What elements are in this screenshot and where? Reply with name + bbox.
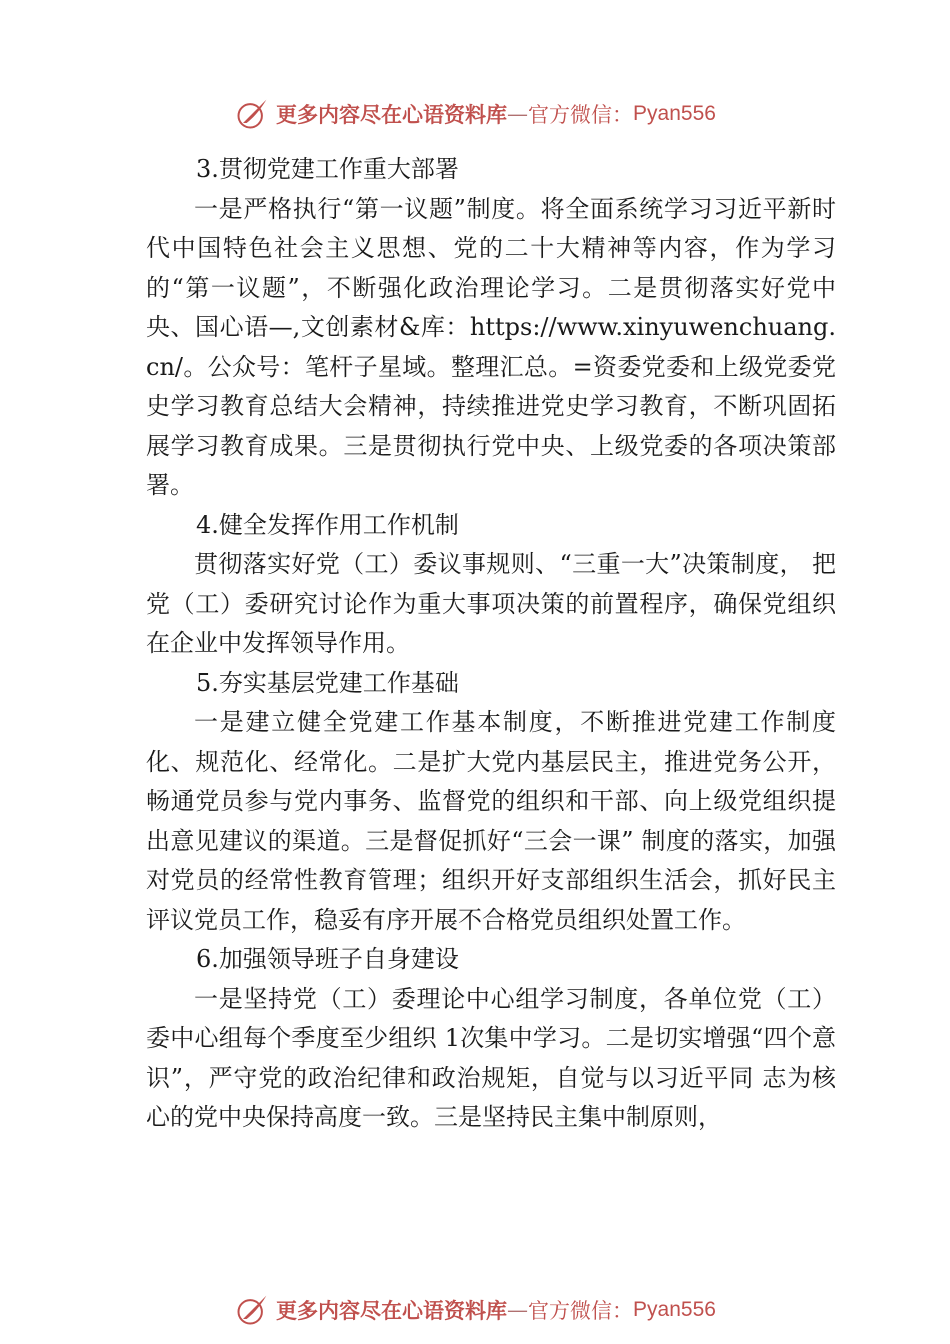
banner-wechat-label: 官方微信： (528, 103, 634, 127)
document-body (146, 150, 836, 1138)
section-paragraph: 贯彻落实好党（工）委议事规则、“三重一大”决策制度， 把党（工）委研究讨论作为重大事项决策的前置程序，确保党组织在企业中发挥领导作用。 (146, 550, 836, 657)
section-paragraph: 一是坚持党（工）委理论中心组学习制度，各单位党（工）委中心组每个季度至少组织 1次集中学习。二是切实增强“四个意识”，严守党的政治纪律和政治规矩，自觉与以习近平同 志为核心的党中央保持高度一致。三是坚持民主集中制原则， (146, 984, 836, 1131)
banner-separator: — (507, 102, 529, 126)
header-banner (0, 94, 950, 134)
banner-text: 更多内容尽在心语资料库 (276, 102, 508, 127)
banner-text: 更多内容尽在心语资料库 (276, 1298, 508, 1323)
section-heading: 3.贯彻党建工作重大部署 (196, 155, 459, 183)
section-heading: 5.夯实基层党建工作基础 (196, 668, 459, 697)
banner-wechat-id: Pyan556 (633, 1298, 716, 1321)
footer-banner (0, 1290, 950, 1330)
quill-logo-icon (234, 1292, 270, 1328)
section-heading: 6.加强领导班子自身建设 (196, 945, 459, 973)
banner-separator: — (507, 1298, 529, 1322)
quill-logo-icon (234, 96, 270, 132)
section-heading: 4.健全发挥作用工作机制 (196, 510, 459, 539)
banner-wechat-label: 官方微信： (528, 1299, 634, 1323)
banner-wechat-id: Pyan556 (633, 102, 716, 125)
section-paragraph: 一是建立健全党建工作基本制度，不断推进党建工作制度化、规范化、经常化。二是扩大党内基层民主，推进党务公开，畅通党员参与党内事务、监督党的组织和干部、向上级党组织提出意见建议的渠道。三是督促抓好“三会一课” 制度的落实，加强对党员的经常性教育管理；组织开好支部组织生活会，抓好民主评议党员工作，稳妥有序开展不合格党员组织处置工作。 (146, 708, 836, 934)
section-paragraph: 一是严格执行“第一议题”制度。将全面系统学习习近平新时代中国特色社会主义思想、党的二十大精神等内容，作为学习的“第一议题”，不断强化政治理论学习。二是贯彻落实好党中央、国心语—,文创素材&库：https://www.xinyuwenchuang.cn/。公众号：笔杆子星域。整理汇总。=资委党委和上级党委党史学习教育总结大会精神，持续推进党史学习教育，不断巩固拓展学习教育成果。三是贯彻执行党中央、上级党委的各项决策部署。 (146, 194, 836, 499)
